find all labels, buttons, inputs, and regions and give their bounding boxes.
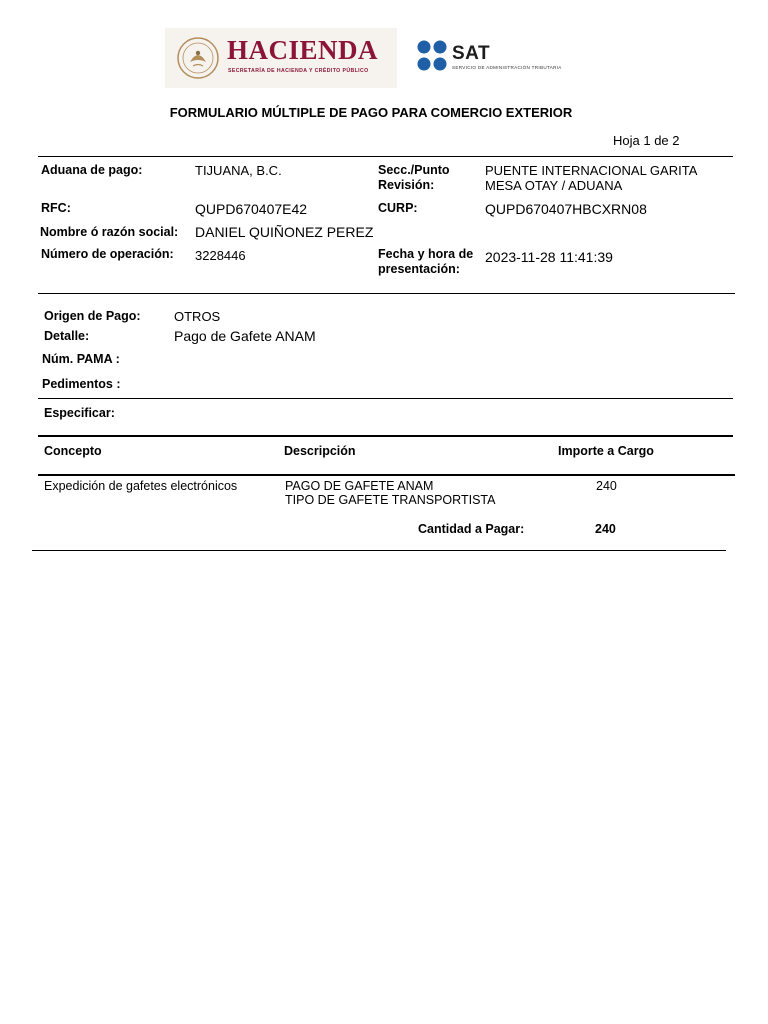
origen-label: Origen de Pago: (44, 309, 141, 323)
curp-label: CURP: (378, 201, 418, 215)
detalle-label: Detalle: (44, 329, 90, 343)
row-descripcion-1: PAGO DE GAFETE ANAM (285, 479, 434, 493)
divider (38, 435, 733, 437)
fecha-label-1: Fecha y hora de (378, 247, 474, 261)
hacienda-subtitle: SECRETARÍA DE HACIENDA Y CRÉDITO PÚBLICO (228, 68, 369, 74)
aduana-label: Aduana de pago: (41, 163, 143, 177)
rfc-value: QUPD670407E42 (195, 201, 308, 217)
fecha-label-2: presentación: (378, 262, 460, 276)
divider (38, 398, 733, 399)
rfc-label: RFC: (41, 201, 71, 215)
page-indicator: Hoja 1 de 2 (613, 133, 680, 148)
sat-dots-icon (416, 40, 448, 72)
curp-value: QUPD670407HBCXRN08 (485, 201, 647, 217)
fecha-value: 2023-11-28 11:41:39 (485, 249, 613, 265)
total-label: Cantidad a Pagar: (418, 522, 525, 536)
origen-value: OTROS (174, 309, 221, 324)
pedimentos-label: Pedimentos : (42, 377, 121, 391)
operacion-label: Número de operación: (41, 247, 174, 261)
secc-label-2: Revisión: (378, 178, 435, 192)
operacion-value: 3228446 (195, 248, 246, 263)
total-value: 240 (595, 522, 616, 536)
table-header-descripcion: Descripción (284, 444, 356, 458)
table-header-importe: Importe a Cargo (558, 444, 654, 458)
mexico-coat-of-arms-icon (176, 36, 220, 80)
hacienda-logo (165, 28, 397, 88)
secc-label-1: Secc./Punto (378, 163, 450, 177)
sat-subtitle: SERVICIO DE ADMINISTRACIÓN TRIBUTARIA (452, 65, 562, 70)
divider (38, 156, 733, 157)
detalle-value: Pago de Gafete ANAM (174, 328, 316, 344)
sat-logo (412, 38, 572, 74)
form-title: FORMULARIO MÚLTIPLE DE PAGO PARA COMERCIO EXTERIOR (169, 105, 573, 120)
secc-value-2: MESA OTAY / ADUANA (485, 178, 623, 193)
hacienda-wordmark: HACIENDA (227, 35, 379, 65)
sat-wordmark: SAT (452, 43, 491, 64)
row-descripcion-2: TIPO DE GAFETE TRANSPORTISTA (285, 493, 496, 507)
row-concepto: Expedición de gafetes electrónicos (44, 479, 238, 493)
pama-label: Núm. PAMA : (42, 352, 120, 366)
aduana-value: TIJUANA, B.C. (195, 163, 282, 178)
nombre-label: Nombre ó razón social: (40, 225, 179, 239)
table-header-concepto: Concepto (44, 444, 102, 458)
divider (38, 474, 735, 476)
secc-value-1: PUENTE INTERNACIONAL GARITA (485, 163, 698, 178)
especificar-label: Especificar: (44, 406, 115, 420)
nombre-value: DANIEL QUIÑONEZ PEREZ (195, 224, 374, 240)
divider (32, 550, 726, 551)
row-importe: 240 (596, 479, 617, 493)
divider (38, 293, 735, 294)
